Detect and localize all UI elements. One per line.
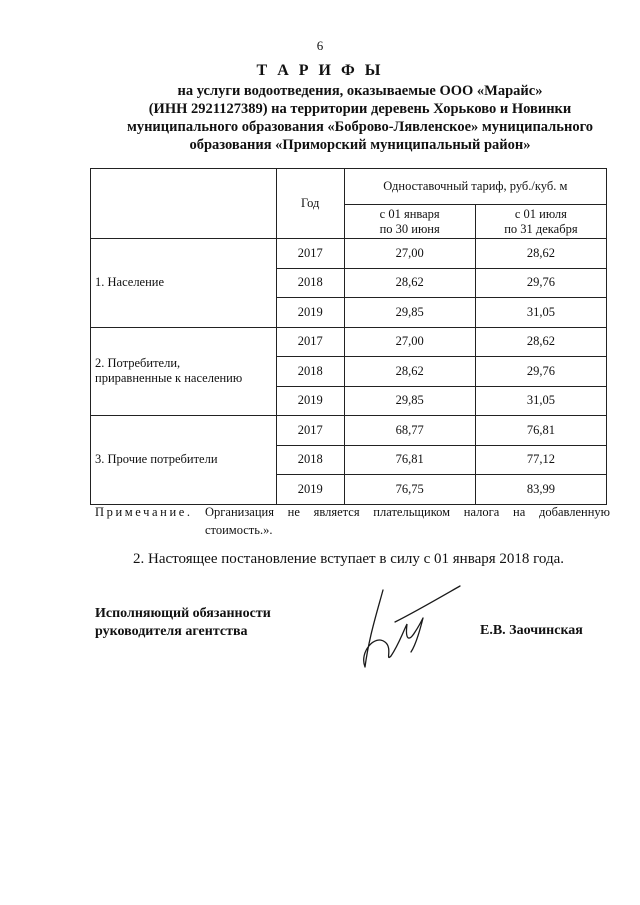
- category-header-cell: [91, 169, 277, 239]
- subtitle-line: (ИНН 2921127389) на территории деревень Хорьково и Новинки: [148, 101, 572, 117]
- handwritten-signature: [355, 582, 465, 677]
- period1-line: с 01 января: [379, 206, 440, 221]
- signatory-title-line: Исполняющий обязанности: [95, 606, 271, 621]
- subtitle-line: образования «Приморский муниципальный район»: [189, 137, 531, 153]
- document-subtitle: [60, 82, 640, 154]
- note-line: стоимость.».: [205, 523, 273, 537]
- table-row: [91, 327, 607, 357]
- note-text: [205, 503, 610, 539]
- period2-line: по 31 декабря: [504, 221, 578, 236]
- period1-line: по 30 июня: [379, 221, 440, 236]
- tariff-value-cell: 29,85: [344, 298, 475, 328]
- table-row: [91, 239, 607, 269]
- year-cell: 2019: [276, 298, 344, 328]
- year-cell: 2019: [276, 386, 344, 416]
- signatory-name: Е.В. Заочинская: [480, 623, 583, 638]
- tariff-value-cell: 28,62: [344, 357, 475, 387]
- tariff-value-cell: 68,77: [344, 416, 475, 446]
- tariff-value-cell: 28,62: [475, 327, 606, 357]
- year-cell: 2018: [276, 357, 344, 387]
- signatory-title-line: руководителя агентства: [95, 624, 248, 639]
- tariff-value-cell: 76,81: [344, 445, 475, 475]
- period2-line: с 01 июля: [514, 206, 567, 221]
- category-label-line: 1. Население: [95, 275, 165, 290]
- tariff-value-cell: 28,62: [475, 239, 606, 269]
- document-title: Т А Р И Ф Ы: [256, 62, 384, 79]
- tariff-value-cell: 27,00: [344, 327, 475, 357]
- table-row: [91, 416, 607, 446]
- subtitle-line: на услуги водоотведения, оказываемые ООО «Марайс»: [177, 83, 543, 99]
- category-label: [91, 327, 277, 416]
- period1-header: [344, 205, 475, 239]
- tariff-value-cell: 76,75: [344, 475, 475, 505]
- year-cell: 2017: [276, 327, 344, 357]
- category-label: [91, 416, 277, 505]
- tariff-value-cell: 27,00: [344, 239, 475, 269]
- tariff-value-cell: 31,05: [475, 386, 606, 416]
- tariff-value-cell: 29,85: [344, 386, 475, 416]
- tariff-value-cell: 31,05: [475, 298, 606, 328]
- note-label: Примечание.: [95, 505, 193, 519]
- page-number: 6: [316, 38, 324, 53]
- signature-stroke: [364, 586, 460, 667]
- tariff-value-cell: 77,12: [475, 445, 606, 475]
- note-line: Организация не является плательщиком налога на добавленную: [205, 505, 610, 519]
- tariff-value-cell: 28,62: [344, 268, 475, 298]
- signatory-title: [95, 605, 271, 641]
- tariff-value-cell: 29,76: [475, 268, 606, 298]
- year-cell: 2017: [276, 239, 344, 269]
- tariff-value-cell: 29,76: [475, 357, 606, 387]
- category-label-line: приравненные к населению: [95, 371, 243, 386]
- tariff-table: [90, 168, 607, 505]
- year-cell: 2019: [276, 475, 344, 505]
- year-cell: 2018: [276, 445, 344, 475]
- decree-effective-text: 2. Настоящее постановление вступает в силу с 01 января 2018 года.: [133, 551, 565, 567]
- category-label-line: 3. Прочие потребители: [95, 452, 218, 467]
- year-cell: 2017: [276, 416, 344, 446]
- category-label: [91, 239, 277, 328]
- period2-header: [475, 205, 606, 239]
- year-header: Год: [276, 169, 344, 239]
- subtitle-line: муниципального образования «Боброво-Лявленское» муниципального: [126, 119, 594, 135]
- category-label-line: 2. Потребители,: [95, 356, 181, 371]
- tariff-value-cell: 76,81: [475, 416, 606, 446]
- tariff-value-cell: 83,99: [475, 475, 606, 505]
- tariff-header: Одноставочный тариф, руб./куб. м: [344, 169, 606, 205]
- year-cell: 2018: [276, 268, 344, 298]
